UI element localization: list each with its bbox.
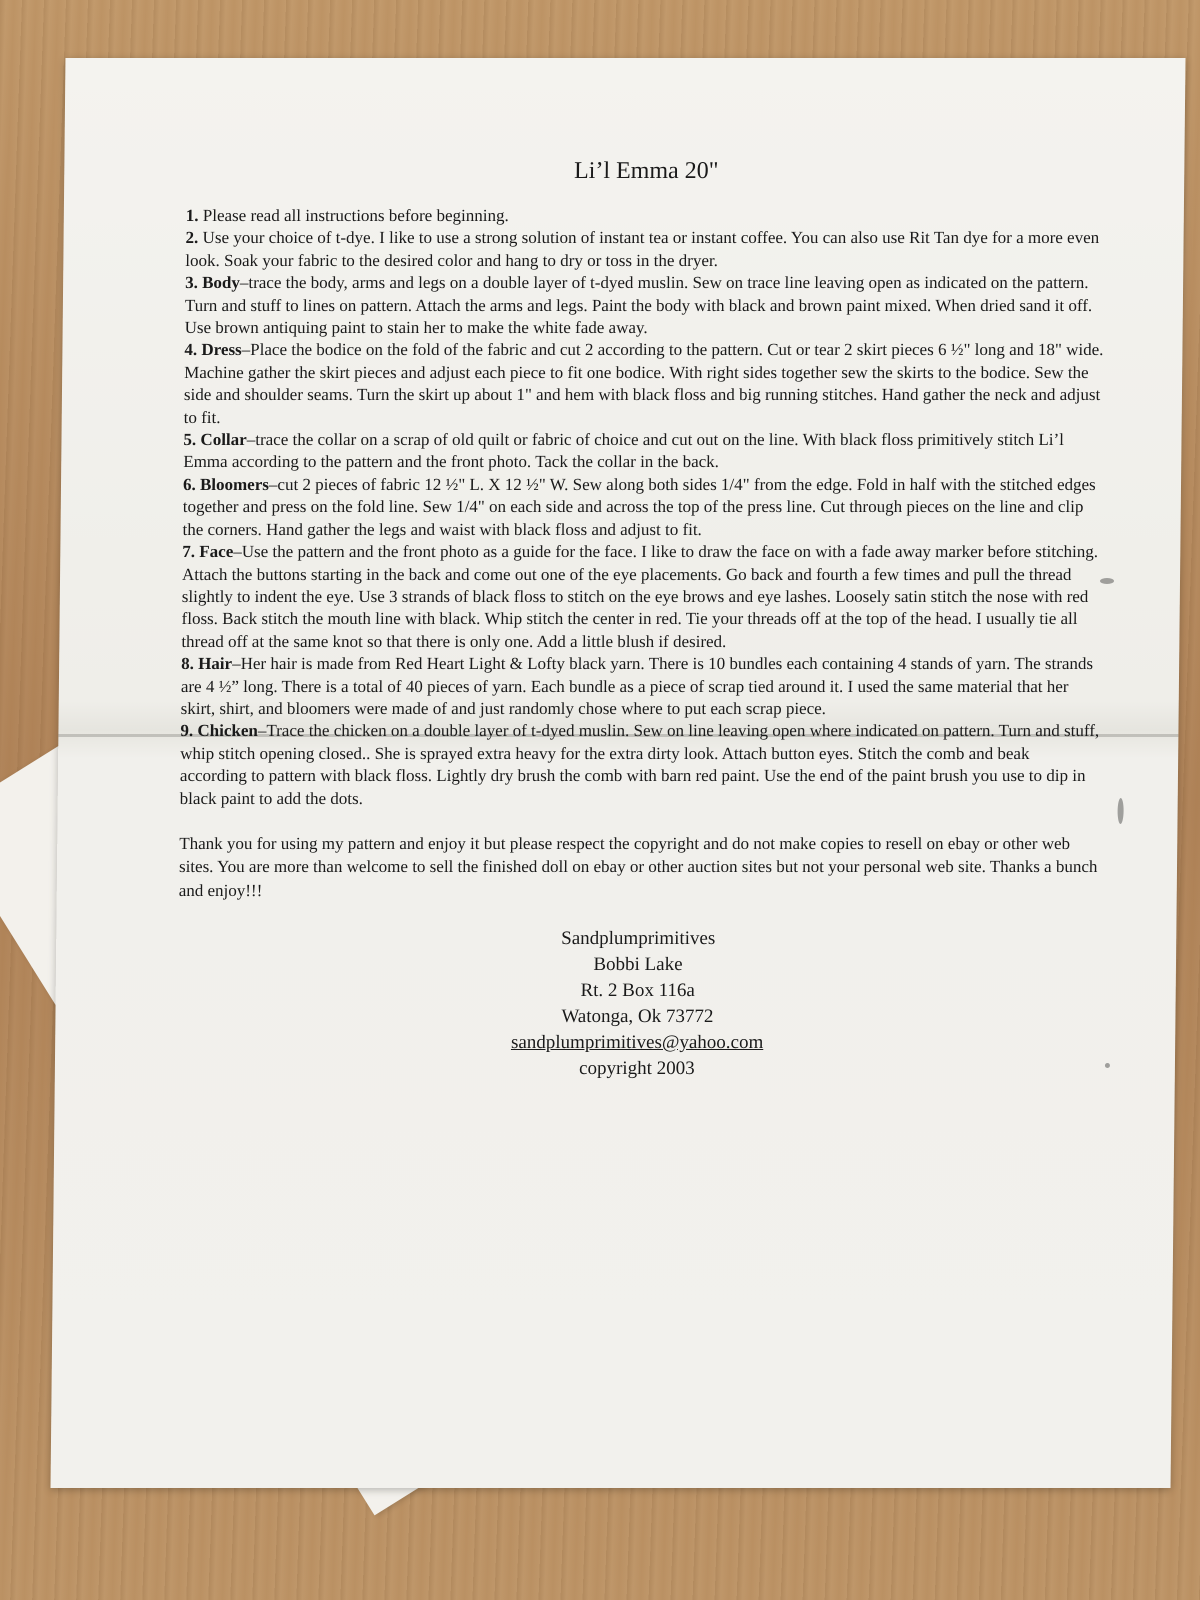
signature-block (177, 926, 1099, 1082)
document-body (177, 158, 1107, 1082)
step-heading: Hair (193, 654, 233, 674)
business-name: Sandplumprimitives (561, 928, 716, 950)
step-heading: Body (197, 273, 241, 293)
step-text: –trace the body, arms and legs on a double layer of t-dyed muslin. Sew on trace line leaving open as indicated on the pattern. Turn and stuff to lines on pattern. Attach the arms and legs. Paint the body with black and brown paint mixed. When dried sand it off. Use brown antiquing paint to stain her to make the white fade away. (184, 273, 1093, 338)
step-number: 9. (180, 721, 194, 741)
step-3 (185, 272, 1106, 339)
step-number: 6. (182, 474, 196, 494)
ink-smudge (1117, 798, 1123, 824)
step-number: 2. (185, 228, 199, 248)
step-heading: Collar (196, 430, 247, 450)
step-4 (184, 339, 1105, 429)
step-text: –Use the pattern and the front photo as a guide for the face. I like to draw the face on with a fade away marker before stitching. Attach the buttons starting in the back and come out one of the eye placements. Go back and fourth a few times and pull the thread slightly to indent the eye. Use 3 strands of black floss to stitch on the eye brows and eye lashes. Loosely satin stitch the nose with red floss. Back stitch the mouth line with black. Whip stitch the center in red. Tie your threads off at the top of the head. I usually tie all thread off at the same knot so that there is only one. Add a little blush if desired. (181, 542, 1099, 651)
step-text: Please read all instructions before beginning. (198, 206, 509, 225)
author-name: Bobbi Lake (593, 954, 683, 976)
instruction-sheet (51, 58, 1186, 1488)
step-5 (183, 429, 1103, 474)
address-line-1: Rt. 2 Box 116a (580, 980, 695, 1002)
address-line-2: Watonga, Ok 73772 (561, 1006, 714, 1028)
step-text: –Trace the chicken on a double layer of t-dyed muslin. Sew on line leaving open where indicated on pattern. Turn and stuff, whip stitch opening closed.. She is sprayed extra heavy for the extra dirty look. Attach button eyes. Stitch the comb and beak according to pattern with black floss. Lightly dry brush the comb with barn red paint. Use the end of the paint brush you use to dip in black paint to add the dots. (179, 721, 1100, 808)
step-2 (185, 227, 1105, 272)
step-number: 8. (181, 654, 194, 674)
step-number: 5. (183, 430, 197, 450)
step-number: 4. (184, 340, 198, 360)
step-heading: Chicken (193, 721, 259, 741)
step-text: –Her hair is made from Red Heart Light & Lofty black yarn. There is 10 bundles each containing 4 stands of yarn. The strands are 4 ½” long. There is a total of 40 pieces of yarn. Each bundle as a piece of scrap tied around it. I used the same material that her skirt, shirt, and bloomers were made of and just randomly chose where to put each scrap piece. (180, 654, 1094, 718)
step-number: 7. (182, 542, 196, 562)
ink-smudge (1105, 1063, 1110, 1068)
step-text: –cut 2 pieces of fabric 12 ½" L. X 12 ½" W. Sew along both sides 1/4" from the edge. Fold in half with the stitched edges together and press on the fold line. Sew 1/4" on each side and across the top of the press line. Cut through pieces on the line and clip the corners. Hand gather the legs and waist with black floss and adjust to fit. (182, 474, 1096, 539)
copyright-notice: copyright 2003 (578, 1058, 695, 1080)
step-1 (186, 205, 1106, 227)
ink-smudge (1100, 578, 1114, 584)
email-link[interactable]: sandplumprimitives@yahoo.com (510, 1032, 764, 1054)
step-heading: Dress (197, 340, 242, 360)
step-9 (180, 720, 1101, 810)
step-text: –trace the collar on a scrap of old quilt or fabric of choice and cut out on the line. With black floss primitively stitch Li’l Emma according to the pattern and the front photo. Tack the collar in the back. (183, 430, 1064, 472)
step-number: 1. (185, 206, 199, 225)
step-heading: Bloomers (195, 474, 270, 494)
step-7 (181, 541, 1102, 653)
step-number: 3. (185, 273, 198, 293)
closing-paragraph: Thank you for using my pattern and enjoy it but please respect the copyright and do not make copies to resell on ebay or other web sites. You are more than welcome to sell the finished doll on ebay or other auction sites but not your personal web site. Thanks a bunch and enjoy!!! (178, 833, 1098, 900)
step-text: –Place the bodice on the fold of the fabric and cut 2 according to the pattern. Cut or tear 2 skirt pieces 6 ½" long and 18" wide. Machine gather the skirt pieces and adjust each piece to fit one bodice. With right sides together sew the skirts to the bodice. Sew the side and shoulder seams. Turn the skirt up about 1" and hem with black floss and big running stitches. Hand gather the neck and adjust to fit. (183, 340, 1104, 427)
step-8 (181, 653, 1102, 720)
step-heading: Face (194, 542, 234, 562)
step-text: Use your choice of t-dye. I like to use a strong solution of instant tea or instant coffee. You can also use Rit Tan dye for a more even look. Soak your fabric to the desired color and hang to dry or toss in the dryer. (185, 228, 1100, 270)
document-title: Li’l Emma 20" (573, 158, 719, 184)
step-6 (182, 474, 1103, 541)
